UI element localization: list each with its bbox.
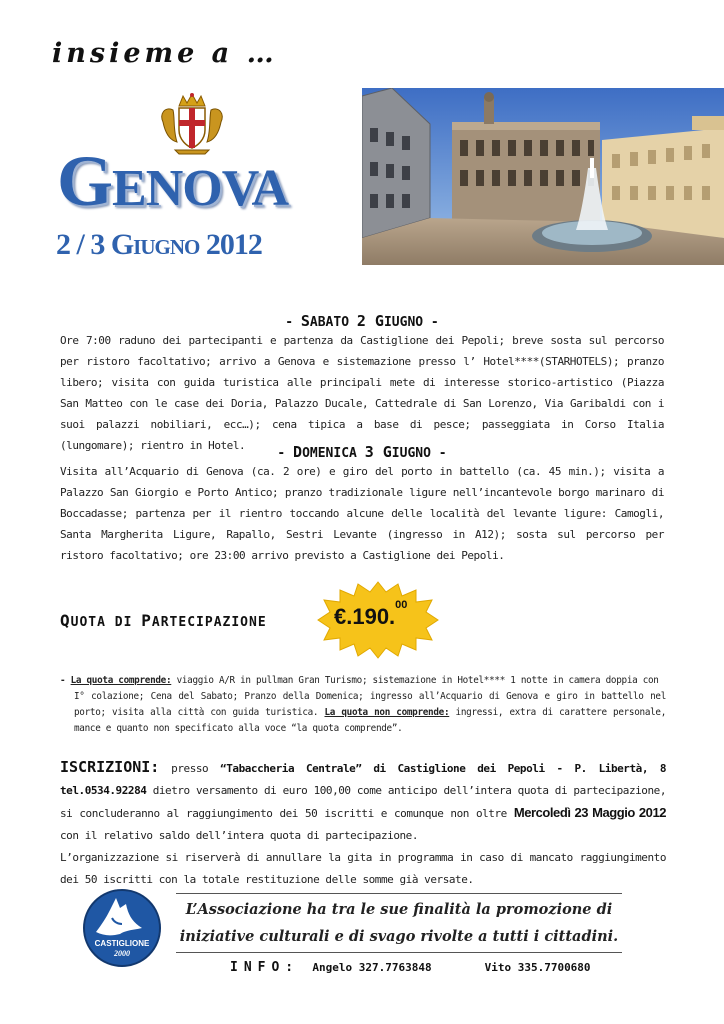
quota-label-artecipazione: ARTECIPAZIONE — [151, 615, 267, 630]
quota-label-uota: UOTA DI — [70, 615, 142, 630]
day1-heading-part4: IUGNO — [383, 315, 424, 330]
iscrizioni-shop: “Tabaccheria Centrale” di Castiglione dei Pepoli - P. Libertà, 8 tel.0534.92284 — [60, 762, 666, 797]
event-date-part-a: 2 / 3 G — [56, 228, 134, 261]
quota-label-p: P — [141, 611, 152, 630]
city-title-rest: ENOVA — [112, 160, 289, 217]
iscrizioni-label: ISCRIZIONI: — [60, 758, 160, 776]
quota-label-q: Q — [60, 611, 71, 630]
day2-heading-part4: IUGNO — [391, 446, 431, 461]
day2-heading-part3: 3 G — [364, 443, 392, 461]
day2-heading-part1: D — [293, 443, 303, 461]
tagline: insieme a … — [52, 38, 278, 69]
genova-piazza-photo — [362, 88, 724, 265]
event-date-part-b: IUGNO — [133, 235, 200, 259]
association-motto — [176, 896, 622, 950]
quota-includes-text-1: viaggio A/R in pullman Gran Turismo; sistemazione in Hotel**** 1 notte in camera doppia con — [171, 675, 659, 686]
price — [334, 598, 408, 630]
day2-heading-prefix: - — [277, 446, 294, 461]
day1-text: Ore 7:00 raduno dei partecipanti e partenza da Castiglione dei Pepoli; breve sosta sul percorso per ristoro facoltativo; arrivo a Genova e sistemazione presso l’ Hotel****(STARHOTELS); pranzo libero; visita con guida turistica alle principali mete di interesse storico-artistico (Piazza San Matteo con le case dei Doria, Palazzo Ducale, Cattedrale di San Lorenzo, Via Garibaldi con i suoi palazzi nobiliari, ecc…); cena tipica a base di pesce; passeggiata in Corso Italia (lungomare); rientro in Hotel. — [60, 334, 664, 452]
castiglione-2000-logo — [82, 888, 162, 968]
iscrizioni-presso: presso — [159, 762, 221, 775]
association-motto-line-1: L’Associazione ha tra le sue finalità la promozione di — [185, 901, 613, 918]
iscrizioni-text-2: con il relativo saldo dell’intera quota di partecipazione. — [60, 829, 419, 842]
day2-heading — [60, 443, 664, 461]
city-title — [57, 140, 288, 223]
day2-heading-part2: OMENICA — [302, 446, 365, 461]
quota-includes-label: La quota comprende: — [70, 675, 172, 686]
iscrizioni-text-3: L’organizzazione si riserverà di annullare la gita in programma in caso di mancato raggiungimento dei 50 iscritti con la totale restituzione delle somme già versate. — [60, 851, 666, 886]
city-title-initial: G — [57, 141, 113, 221]
day2-heading-suffix: - — [430, 446, 447, 461]
logo-text-1: CASTIGLIONE — [94, 939, 150, 948]
day1-heading-prefix: - — [285, 315, 301, 330]
iscrizioni-deadline: Mercoledì 23 Maggio 2012 — [513, 805, 667, 820]
day1-heading-part2: ABATO — [309, 315, 357, 330]
info-label: INFO: — [230, 960, 300, 975]
logo-text-2: 2000 — [114, 949, 130, 958]
info-contact-angelo: Angelo 327.7763848 — [312, 961, 432, 974]
quote-bottom-rule — [176, 952, 622, 953]
iscrizioni-text-1: dietro versamento di euro 100,00 come anticipo dell’intera quota di partecipazione, si concluderanno al raggiungimento dei 50 iscritti e comunque non oltre — [60, 784, 666, 820]
day2-text: Visita all’Acquario di Genova (ca. 2 ore) e giro del porto in battello (ca. 45 min.); visita a Palazzo San Giorgio e Porto Antico; pranzo tradizionale ligure nell’incantevole borgo marinaro di Boccadasse; partenza per il rientro toccando alcune delle località del levante ligure: Camogli, Santa Margherita Ligure, Rapallo, Sestri Levante (ingresso in A12); sosta sul percorso per ristoro facoltativo; ore 23:00 arrivo previsto a Castiglione dei Pepoli. — [60, 465, 664, 562]
quota-includes-text-2: I° colazione; Cena del Sabato; Pranzo della Domenica; ingresso all’Acquario di Genova e giro in battello nel porto; visita alla città con guida turistica. — [74, 691, 666, 718]
event-date — [56, 228, 262, 262]
association-motto-line-2: iniziative culturali e di svago rivolte a tutti i cittadini. — [179, 928, 619, 945]
quota-label — [60, 611, 267, 630]
price-cents: 00 — [395, 598, 408, 611]
day1-heading-part1: S — [300, 312, 310, 330]
quota-details — [60, 673, 666, 737]
info-contacts — [230, 960, 591, 975]
quota-details-indent — [60, 689, 666, 737]
iscrizioni — [60, 756, 666, 891]
day1-heading — [60, 312, 664, 330]
day1-heading-suffix: - — [423, 315, 439, 330]
day1-heading-part3: 2 G — [356, 312, 384, 330]
quota-excludes-label: La quota non comprende: — [324, 707, 450, 718]
price-amount: €.190. — [334, 604, 396, 629]
quote-top-rule — [176, 893, 622, 894]
event-date-part-c: 2012 — [199, 228, 262, 261]
quota-excludes-text: ingressi, extra di carattere personale, mance e quanto non specificato alla voce “la quota comprende”. — [74, 707, 667, 734]
quota-details-bullet: - — [60, 675, 71, 686]
info-contact-vito: Vito 335.7700680 — [484, 961, 591, 974]
